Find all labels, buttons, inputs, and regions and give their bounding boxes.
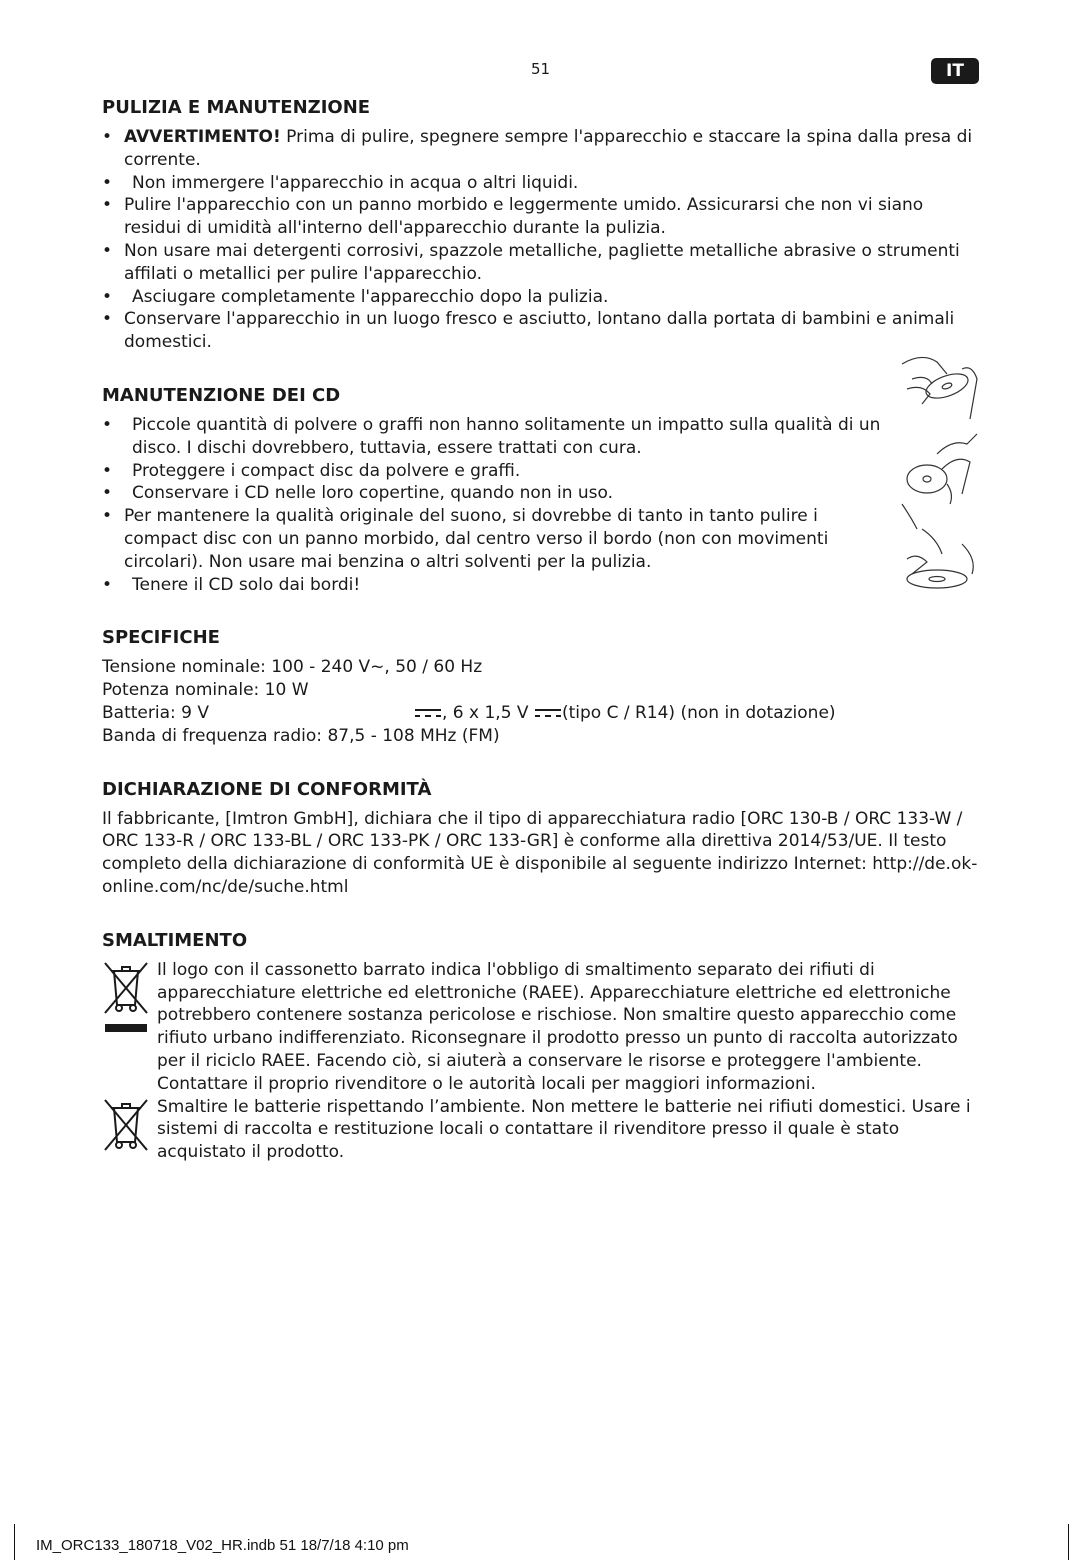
section-title-disposal: SMALTIMENTO — [102, 929, 248, 951]
list-item: • Conservare i CD nelle loro copertine, quando non in uso. — [102, 482, 892, 505]
section-title-conformity: DICHIARAZIONE DI CONFORMITÀ — [102, 778, 432, 800]
list-item: • Piccole quantità di polvere o graffi non hanno solitamente un impatto sulla qualità di un disco. I dischi dovrebbero, tuttavia, essere trattati con cura. — [102, 414, 892, 460]
cd-handling-illustration — [892, 344, 982, 604]
print-slug — [36, 1537, 409, 1554]
dc-current-icon — [414, 707, 442, 719]
list-item — [102, 126, 982, 172]
spec-radio-band: Banda di frequenza radio: 87,5 - 108 MHz (FM) — [102, 725, 500, 746]
crossed-bin-icon — [102, 959, 150, 1039]
spec-rated-power: Potenza nominale: 10 W — [102, 680, 309, 701]
crop-mark-left — [14, 1524, 15, 1560]
section-title-specs: SPECIFICHE — [102, 627, 220, 649]
document-body — [102, 96, 982, 1164]
list-item: • Non usare mai detergenti corrosivi, spazzole metalliche, pagliette metalliche abrasive o strumenti affilati o metallici per pulire l'apparecchio. — [102, 240, 982, 286]
cd-care-list — [102, 414, 892, 596]
print-slug-file: IM_ORC133_180718_V02_HR.indb 51 — [36, 1537, 297, 1554]
language-badge: IT — [931, 58, 979, 84]
section-disposal — [102, 929, 982, 1164]
list-item: • Per mantenere la qualità originale del suono, si dovrebbe di tanto in tanto pulire i compact disc con un panno morbido, dal centro verso il bordo (non con movimenti circolari). Non usare mai benzina o altri solventi per la pulizia. — [102, 505, 892, 573]
spec-rated-voltage: Tensione nominale: 100 - 240 V~, 50 / 60 Hz — [102, 657, 483, 678]
crossed-bin-icon — [102, 1096, 150, 1154]
dc-current-icon — [534, 707, 562, 719]
battery-disposal-text: Smaltire le batterie rispettando l’ambiente. Non mettere le batterie nei rifiuti domestici. Usare i sistemi di raccolta e restituzione locali o contattare il rivenditore presso il quale è stato acquistato il prodotto. — [157, 1096, 971, 1163]
spec-battery-extra-end: (tipo C / R14) (non in dotazione) — [561, 702, 836, 723]
section-cd-care — [102, 384, 982, 596]
section-title-cleaning: PULIZIA E MANUTENZIONE — [102, 97, 371, 118]
section-title-cd-care: MANUTENZIONE DEI CD — [102, 384, 341, 406]
weee-text: Il logo con il cassonetto barrato indica l'obbligo di smaltimento separato dei rifiuti di apparecchiature elettriche ed elettroniche (RAEE). Apparecchiature elettriche ed elettroniche potrebbero contenere sostanza pericolose e rischiose. Non smaltire questo apparecchio come rifiuto urbano indifferenziato. Riconsegnare il prodotto presso un punto di raccolta autorizzato per il riciclo RAEE. Facendo ciò, si aiuterà a conservare le risorse e proteggere l'ambiente. Contattare il proprio rivenditore o le autorità locali per maggiori informazioni. — [157, 959, 958, 1094]
conformity-text: Il fabbricante, [Imtron GmbH], dichiara che il tipo di apparecchiatura radio [ORC 130-B / ORC 133-W / ORC 133-R / ORC 133-BL / ORC 133-PK / ORC 133-GR] è conforme alla direttiva 2014/53/UE. Il testo completo della dichiarazione di conformità UE è disponibile al seguente indirizzo Internet: http://de.ok-online.com/nc/de/suche.html — [102, 808, 978, 897]
spec-battery-value: Batteria: 9 V — [102, 702, 209, 723]
cleaning-list — [102, 126, 982, 354]
section-conformity — [102, 778, 982, 899]
warning-text: Prima di pulire, spegnere sempre l'apparecchio e staccare la spina dalla presa di corrente. — [124, 127, 973, 170]
crop-mark-right — [1068, 1524, 1069, 1560]
spec-battery-extra — [414, 702, 836, 725]
print-slug-date: 18/7/18 4:10 pm — [300, 1537, 409, 1554]
warning-label: AVVERTIMENTO! — [124, 127, 281, 147]
list-item: • Non immergere l'apparecchio in acqua o altri liquidi. — [102, 172, 982, 195]
list-item: • Proteggere i compact disc da polvere e graffi. — [102, 460, 892, 483]
spec-battery-extra-text: , 6 x 1,5 V — [442, 702, 534, 723]
section-cleaning — [102, 96, 982, 354]
spec-battery — [102, 702, 982, 725]
weee-disposal-row — [102, 959, 982, 1096]
list-item: • Asciugare completamente l'apparecchio dopo la pulizia. — [102, 286, 982, 309]
list-item: • Conservare l'apparecchio in un luogo fresco e asciutto, lontano dalla portata di bambini e animali domestici. — [102, 308, 982, 354]
list-item: • Tenere il CD solo dai bordi! — [102, 574, 892, 597]
battery-disposal-row — [102, 1096, 982, 1164]
list-item: • Pulire l'apparecchio con un panno morbido e leggermente umido. Assicurarsi che non vi siano residui di umidità all'interno dell'apparecchio durante la pulizia. — [102, 194, 982, 240]
page-number: 51 — [530, 60, 551, 78]
section-specs — [102, 626, 982, 747]
